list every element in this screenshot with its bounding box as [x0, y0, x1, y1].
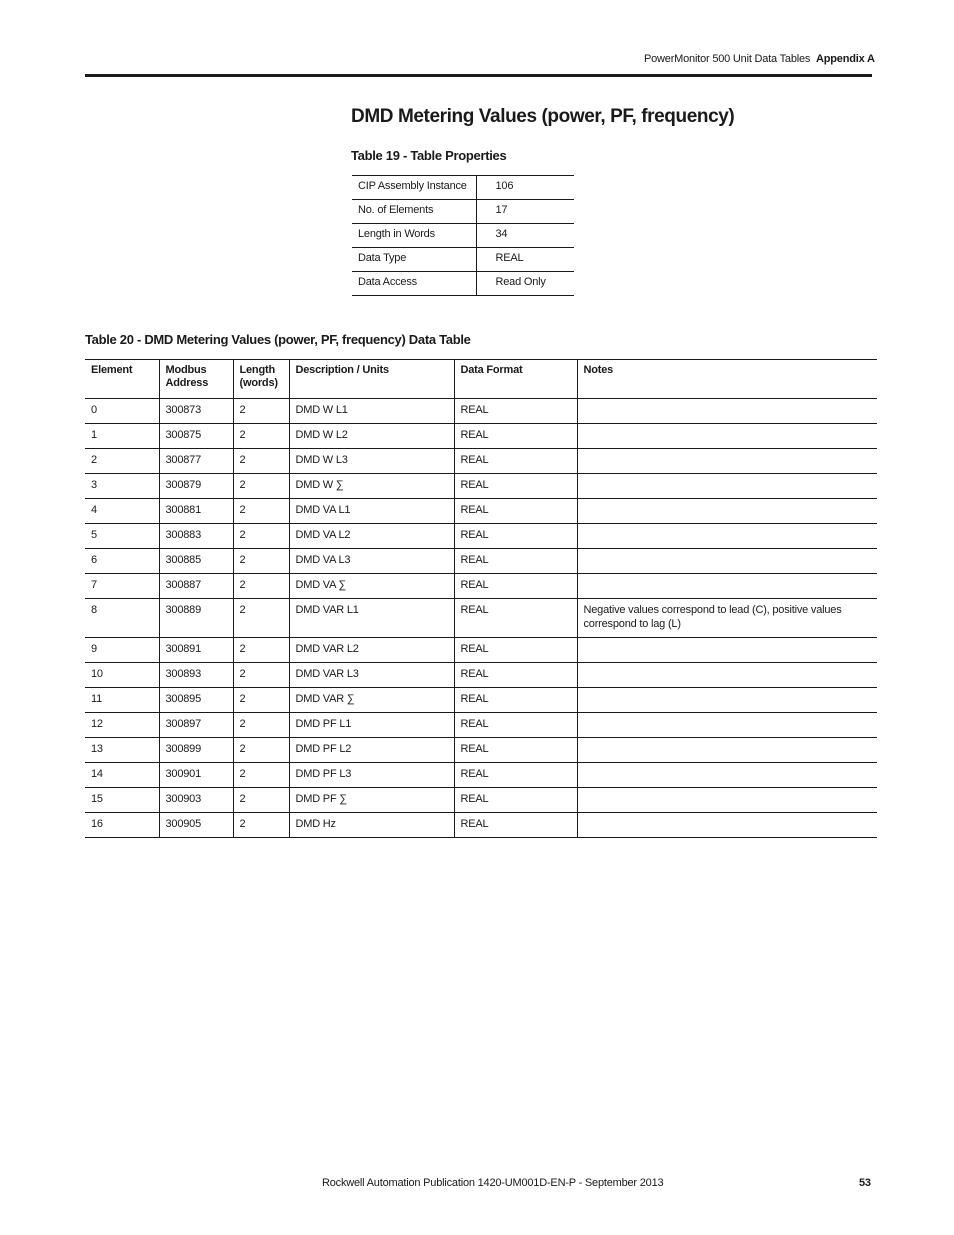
cell-data-format: REAL	[454, 788, 577, 813]
cell-modbus-address: 300889	[159, 599, 233, 638]
cell-modbus-address: 300877	[159, 449, 233, 474]
table-row	[85, 499, 877, 524]
cell-notes	[577, 638, 877, 663]
cell-element: 8	[85, 599, 159, 638]
cell-description: DMD W ∑	[289, 474, 454, 499]
cell-description: DMD PF L1	[289, 713, 454, 738]
cell-data-format: REAL	[454, 449, 577, 474]
cell-element: 3	[85, 474, 159, 499]
cell-modbus-address: 300885	[159, 549, 233, 574]
cell-length: 2	[233, 449, 289, 474]
cell-length: 2	[233, 474, 289, 499]
data-table-header-row	[85, 360, 877, 399]
cell-description: DMD VAR L3	[289, 663, 454, 688]
cell-modbus-address: 300899	[159, 738, 233, 763]
cell-description: DMD PF L2	[289, 738, 454, 763]
cell-data-format: REAL	[454, 663, 577, 688]
cell-element: 4	[85, 499, 159, 524]
cell-length: 2	[233, 663, 289, 688]
cell-length: 2	[233, 813, 289, 838]
cell-notes	[577, 688, 877, 713]
cell-element: 15	[85, 788, 159, 813]
property-value: 17	[476, 200, 574, 224]
cell-modbus-address: 300895	[159, 688, 233, 713]
cell-notes	[577, 574, 877, 599]
cell-modbus-address: 300891	[159, 638, 233, 663]
cell-description: DMD VAR L1	[289, 599, 454, 638]
cell-length: 2	[233, 524, 289, 549]
cell-length: 2	[233, 599, 289, 638]
cell-modbus-address: 300903	[159, 788, 233, 813]
cell-description: DMD W L2	[289, 424, 454, 449]
cell-length: 2	[233, 738, 289, 763]
cell-element: 10	[85, 663, 159, 688]
col-header-length: Length (words)	[233, 360, 289, 399]
table-row	[85, 788, 877, 813]
property-value: 106	[476, 176, 574, 200]
cell-data-format: REAL	[454, 424, 577, 449]
cell-length: 2	[233, 788, 289, 813]
cell-data-format: REAL	[454, 599, 577, 638]
cell-description: DMD VA ∑	[289, 574, 454, 599]
cell-data-format: REAL	[454, 688, 577, 713]
page-number: 53	[859, 1177, 871, 1189]
col-header-modbus-address: Modbus Address	[159, 360, 233, 399]
cell-notes	[577, 474, 877, 499]
table-row	[85, 449, 877, 474]
table-row	[85, 713, 877, 738]
cell-notes	[577, 713, 877, 738]
cell-modbus-address: 300881	[159, 499, 233, 524]
cell-data-format: REAL	[454, 813, 577, 838]
table-row	[85, 599, 877, 638]
cell-notes	[577, 399, 877, 424]
table-row	[85, 688, 877, 713]
cell-description: DMD PF ∑	[289, 788, 454, 813]
cell-element: 11	[85, 688, 159, 713]
footer-publication: Rockwell Automation Publication 1420-UM001D-EN-P - September 2013	[322, 1177, 664, 1189]
cell-modbus-address: 300893	[159, 663, 233, 688]
cell-description: DMD VA L1	[289, 499, 454, 524]
table-row	[85, 549, 877, 574]
cell-element: 16	[85, 813, 159, 838]
cell-length: 2	[233, 763, 289, 788]
cell-notes	[577, 813, 877, 838]
cell-modbus-address: 300875	[159, 424, 233, 449]
col-header-notes: Notes	[577, 360, 877, 399]
cell-description: DMD VAR L2	[289, 638, 454, 663]
cell-length: 2	[233, 424, 289, 449]
table-row	[85, 424, 877, 449]
cell-description: DMD VA L3	[289, 549, 454, 574]
property-key: Data Access	[352, 272, 476, 296]
cell-data-format: REAL	[454, 713, 577, 738]
cell-data-format: REAL	[454, 763, 577, 788]
cell-element: 5	[85, 524, 159, 549]
property-key: Length in Words	[352, 224, 476, 248]
cell-length: 2	[233, 688, 289, 713]
cell-data-format: REAL	[454, 399, 577, 424]
table-properties	[352, 175, 574, 296]
table-row	[85, 813, 877, 838]
cell-data-format: REAL	[454, 738, 577, 763]
cell-element: 2	[85, 449, 159, 474]
cell-modbus-address: 300883	[159, 524, 233, 549]
cell-data-format: REAL	[454, 574, 577, 599]
table20-caption: Table 20 - DMD Metering Values (power, PF, frequency) Data Table	[85, 332, 471, 347]
cell-length: 2	[233, 713, 289, 738]
header-appendix-label: Appendix A	[816, 53, 875, 65]
cell-element: 14	[85, 763, 159, 788]
cell-data-format: REAL	[454, 499, 577, 524]
page-title: DMD Metering Values (power, PF, frequency)	[351, 106, 735, 127]
property-value: REAL	[476, 248, 574, 272]
cell-notes	[577, 788, 877, 813]
table-row	[85, 574, 877, 599]
table-row	[85, 663, 877, 688]
table-row	[85, 524, 877, 549]
cell-element: 1	[85, 424, 159, 449]
cell-length: 2	[233, 574, 289, 599]
cell-data-format: REAL	[454, 638, 577, 663]
property-row	[352, 176, 574, 200]
cell-modbus-address: 300879	[159, 474, 233, 499]
cell-notes	[577, 449, 877, 474]
data-table	[85, 359, 877, 838]
property-row	[352, 248, 574, 272]
cell-element: 13	[85, 738, 159, 763]
cell-element: 12	[85, 713, 159, 738]
table-properties-body	[352, 176, 574, 296]
property-row	[352, 200, 574, 224]
col-header-description: Description / Units	[289, 360, 454, 399]
table19-caption: Table 19 - Table Properties	[351, 148, 507, 163]
header-rule	[85, 74, 872, 77]
cell-length: 2	[233, 638, 289, 663]
cell-modbus-address: 300897	[159, 713, 233, 738]
cell-data-format: REAL	[454, 524, 577, 549]
property-key: No. of Elements	[352, 200, 476, 224]
cell-modbus-address: 300873	[159, 399, 233, 424]
cell-length: 2	[233, 499, 289, 524]
cell-description: DMD W L3	[289, 449, 454, 474]
col-header-data-format: Data Format	[454, 360, 577, 399]
cell-notes: Negative values correspond to lead (C), positive values correspond to lag (L)	[577, 599, 877, 638]
cell-modbus-address: 300887	[159, 574, 233, 599]
cell-notes	[577, 549, 877, 574]
cell-element: 9	[85, 638, 159, 663]
data-table-body	[85, 399, 877, 838]
cell-description: DMD W L1	[289, 399, 454, 424]
cell-description: DMD PF L3	[289, 763, 454, 788]
cell-modbus-address: 300901	[159, 763, 233, 788]
cell-description: DMD VA L2	[289, 524, 454, 549]
cell-element: 7	[85, 574, 159, 599]
cell-notes	[577, 424, 877, 449]
cell-notes	[577, 763, 877, 788]
cell-notes	[577, 738, 877, 763]
cell-description: DMD VAR ∑	[289, 688, 454, 713]
cell-modbus-address: 300905	[159, 813, 233, 838]
cell-data-format: REAL	[454, 474, 577, 499]
property-row	[352, 224, 574, 248]
table-row	[85, 399, 877, 424]
cell-element: 6	[85, 549, 159, 574]
col-header-element: Element	[85, 360, 159, 399]
cell-length: 2	[233, 399, 289, 424]
cell-notes	[577, 499, 877, 524]
cell-notes	[577, 663, 877, 688]
table-row	[85, 474, 877, 499]
property-key: CIP Assembly Instance	[352, 176, 476, 200]
property-value: Read Only	[476, 272, 574, 296]
header-section-title: PowerMonitor 500 Unit Data Tables	[644, 53, 811, 65]
table-row	[85, 763, 877, 788]
property-value: 34	[476, 224, 574, 248]
table-row	[85, 638, 877, 663]
cell-notes	[577, 524, 877, 549]
cell-data-format: REAL	[454, 549, 577, 574]
cell-description: DMD Hz	[289, 813, 454, 838]
table-row	[85, 738, 877, 763]
property-key: Data Type	[352, 248, 476, 272]
cell-element: 0	[85, 399, 159, 424]
cell-length: 2	[233, 549, 289, 574]
property-row	[352, 272, 574, 296]
